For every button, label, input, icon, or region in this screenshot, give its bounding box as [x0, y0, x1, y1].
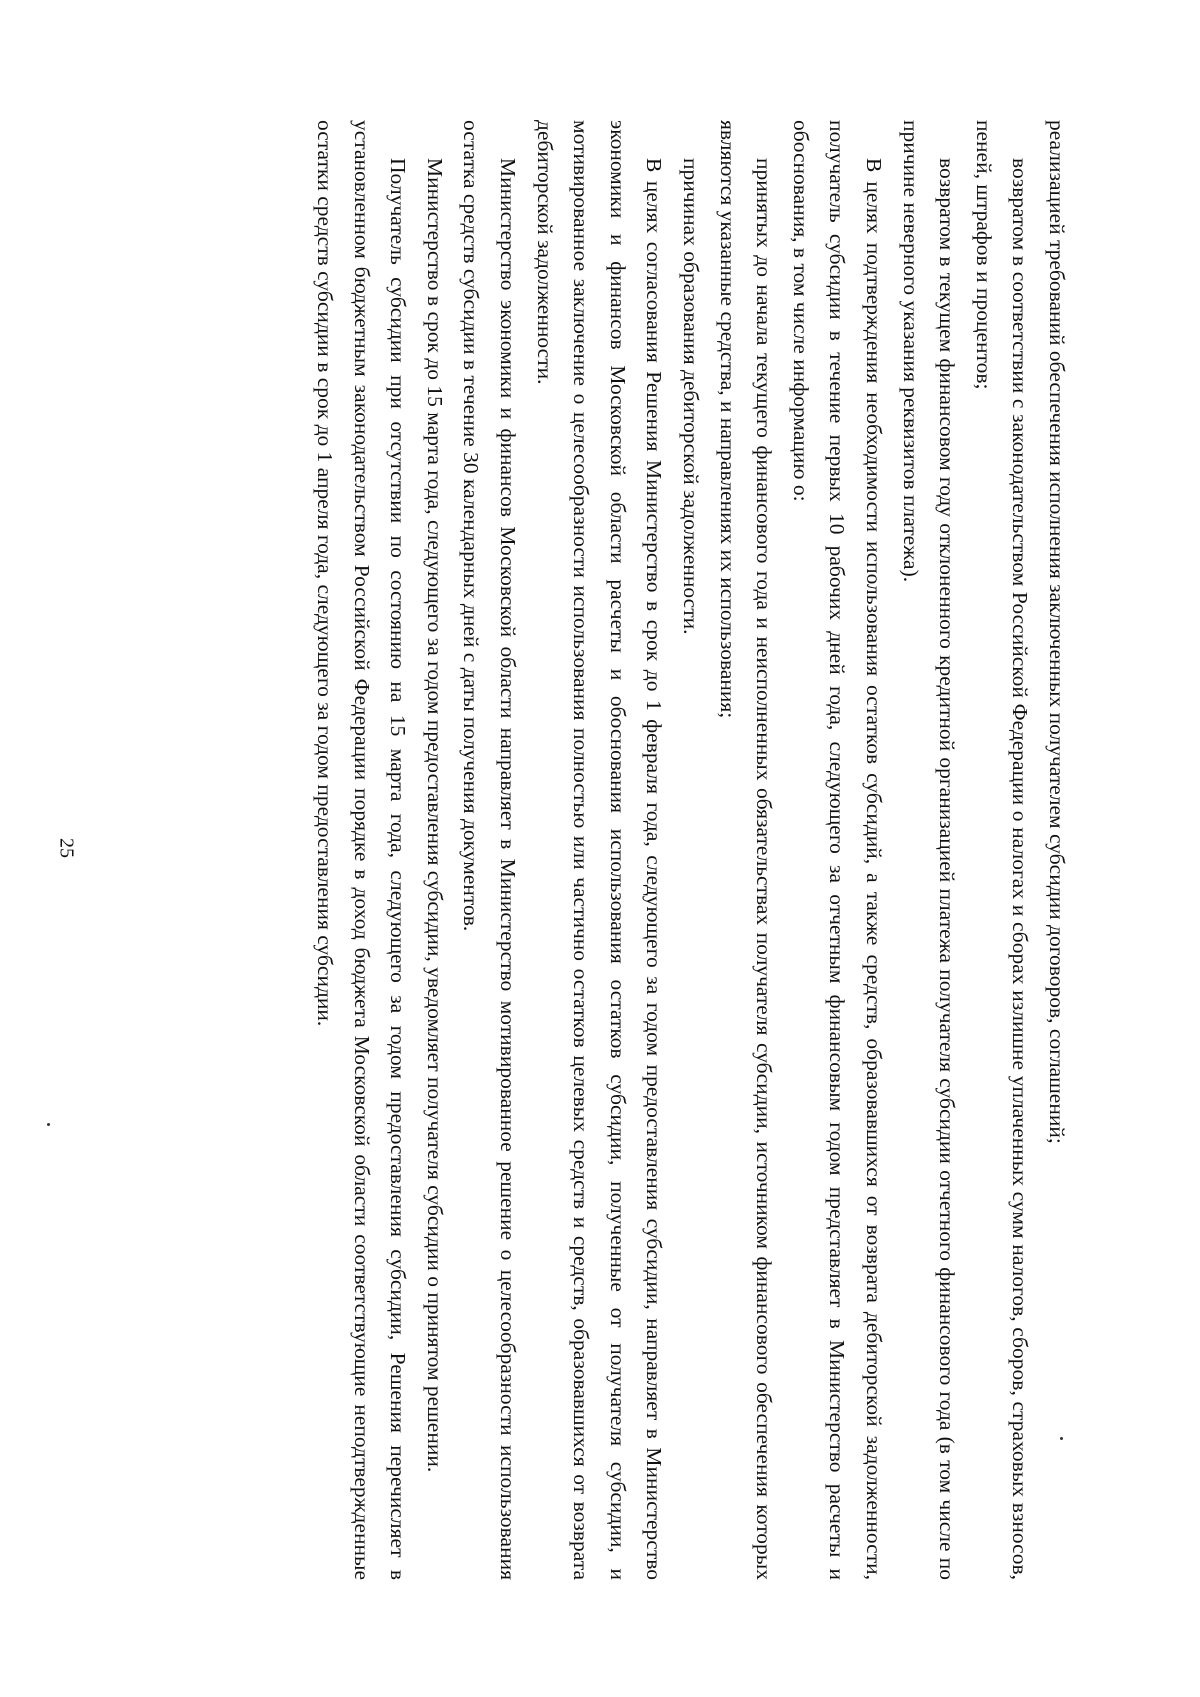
paragraph: Получатель субсидии при отсутствии по состоянию на 15 марта года, следующего за годом предоставления субсидии, Решения перечисляет в установленном бюджетным законодательством Российской Федерации порядке в доход бюджета Московской области соответствующие неподтвержденные остатки средств субсидии в срок до 1 апреля года, следующего за годом предоставления субсидии.	[313, 120, 411, 1580]
paragraph: Министерство в срок до 15 марта года, следующего за годом предоставления субсидии, уведомляет получателя субсидии о принятом решении.	[422, 158, 447, 1473]
paragraph: возвратом в соответствии с законодательством Российской Федерации о налогах и сборах излишне уплаченных сумм налогов, сборов, страховых взносов, пеней, штрафов и процентов;	[971, 120, 1033, 1580]
paragraph: В целях согласования Решения Министерство в срок до 1 февраля года, следующего за годом предоставления субсидии, направляет в Министерство экономики и финансов Московской области расчеты и обоснования использования остатков субсидии, полученные от получателя субсидии, и мотивированное заключение о целесообразности использования полностью или частично остатков целевых средств и средств, образовавшихся от возврата дебиторской задолженности.	[532, 120, 667, 1580]
paragraph: Министерство экономики и финансов Московской области направляет в Министерство мотивированное решение о целесообразности использования остатка средств субсидии в течение 30 календарных дней с даты получения документов.	[459, 120, 521, 1580]
rotated-text-block	[115, 120, 1075, 1580]
paragraph: реализацией требований обеспечения исполнения заключенных получателем субсидии договоров, соглашений;	[1045, 120, 1069, 1144]
page-number: 25	[55, 838, 78, 858]
paragraph: возвратом в текущем финансовом году отклоненного кредитной организацией платежа получателя субсидии отчетного финансового года (в том числе по причине неверного указания реквизитов платежа).	[898, 120, 960, 1580]
paragraph: причинах образования дебиторской задолженности.	[679, 158, 704, 635]
document-body	[307, 120, 1075, 1580]
scan-speck	[47, 1123, 50, 1126]
paragraph: принятых до начала текущего финансового года и неисполненных обязательствах получателя субсидии, источником финансового обеспечения которых являются указанные средства, и направлениях их использования;	[715, 120, 777, 1580]
paragraph: В целях подтверждения необходимости использования остатков субсидий, а также средств, образовавшихся от возврата дебиторской задолженности, получатель субсидии в течение первых 10 рабочих дней года, следующего за отчетным финансовым годом представляет в Министерство расчеты и обоснования, в том числе информацию о:	[788, 120, 887, 1580]
